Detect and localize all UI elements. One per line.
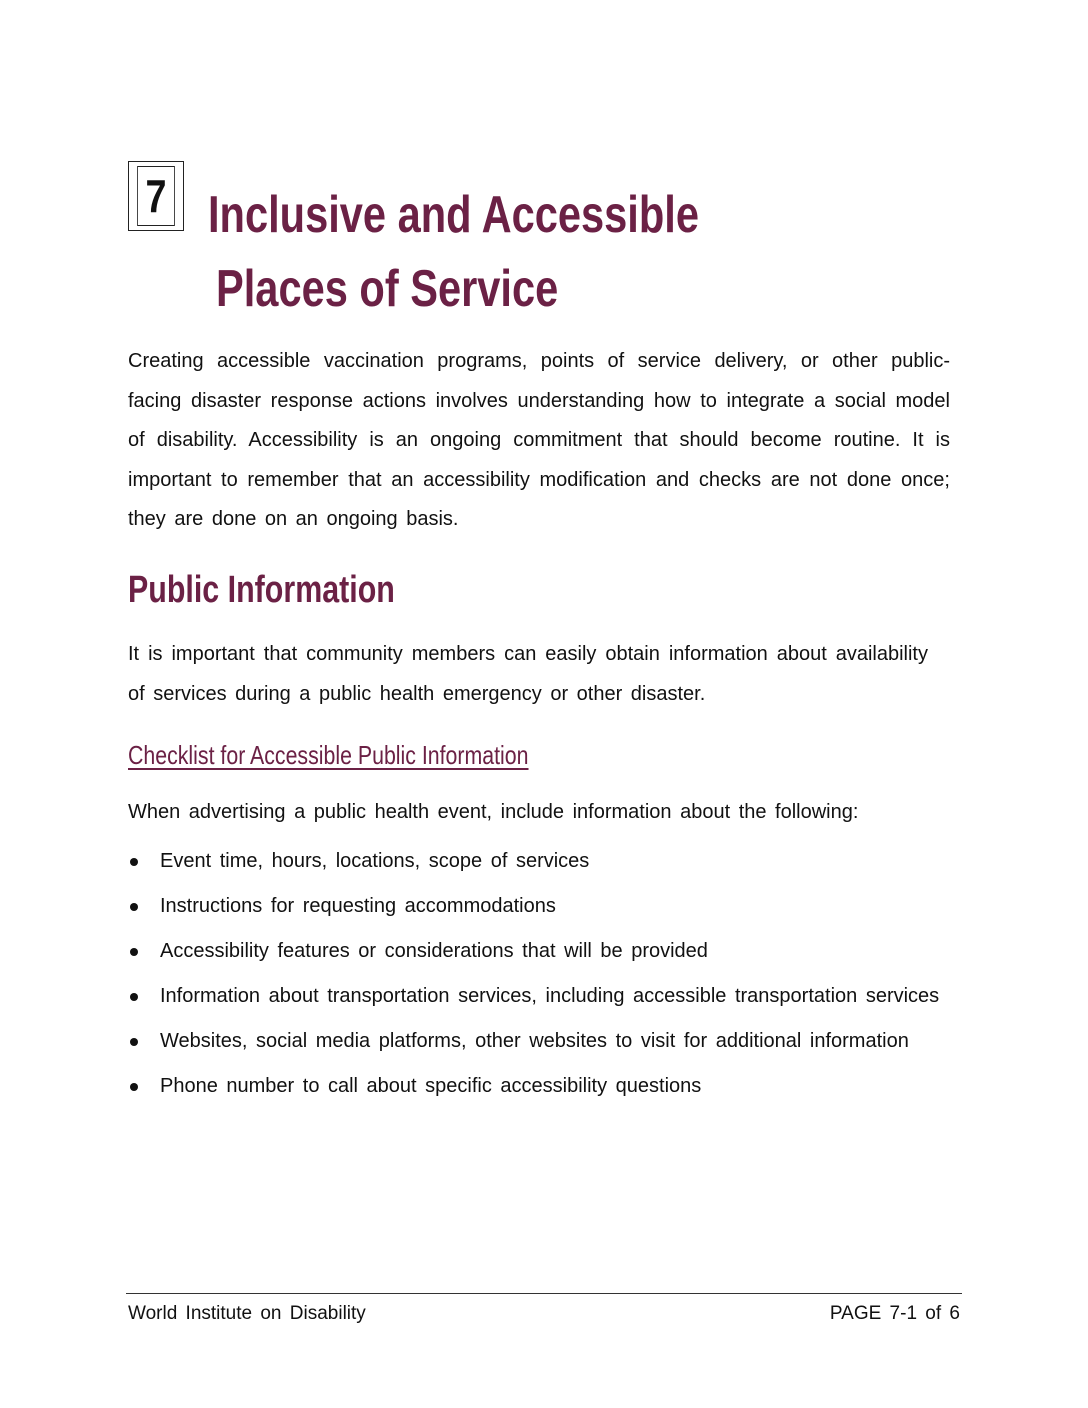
bullet-icon	[130, 1038, 138, 1046]
checklist-item	[128, 977, 958, 1016]
checklist-item	[128, 1067, 958, 1106]
footer-organization: World Institute on Disability	[128, 1303, 366, 1324]
bullet-icon	[130, 948, 138, 956]
public-information-paragraph: It is important that community members can easily obtain information about availability of services during a public health emergency or other disaster.	[128, 643, 928, 705]
bullet-icon	[130, 993, 138, 1001]
checklist-item	[128, 842, 958, 881]
bullet-icon	[130, 858, 138, 866]
intro-paragraph: Creating accessible vaccination programs, points of service delivery, or other public-facing disaster response actions involves understanding how to integrate a social model of disability. Accessibility is an ongoing commitment that should become routine. It is important to remember that an accessibility modification and checks are not done once; they are done on an ongoing basis.	[128, 350, 950, 530]
checklist-item	[128, 887, 958, 926]
chapter-number-badge	[128, 161, 184, 231]
chapter-number: 7	[137, 166, 175, 226]
chapter-title	[208, 178, 699, 326]
bullet-icon	[130, 903, 138, 911]
checklist-item-text: Accessibility features or considerations that will be provided	[160, 940, 708, 962]
chapter-title-line-2: Places of Service	[216, 260, 559, 318]
checklist-heading: Checklist for Accessible Public Information	[128, 740, 529, 770]
checklist-item	[128, 932, 958, 971]
checklist-item-text: Instructions for requesting accommodations	[160, 895, 556, 917]
checklist-item-text: Phone number to call about specific accessibility questions	[160, 1075, 702, 1097]
footer-divider	[126, 1293, 962, 1294]
checklist-item-text: Information about transportation services, including accessible transportation services	[160, 985, 940, 1007]
chapter-title-line-1: Inclusive and Accessible	[208, 186, 699, 244]
section-heading-public-information: Public Information	[128, 569, 395, 611]
footer-page-number: PAGE 7-1 of 6	[829, 1303, 960, 1324]
checklist-item	[128, 1022, 958, 1061]
checklist-lead: When advertising a public health event, include information about the following:	[128, 801, 859, 823]
checklist-item-text: Event time, hours, locations, scope of services	[160, 850, 590, 872]
checklist-item-text: Websites, social media platforms, other websites to visit for additional information	[160, 1030, 909, 1052]
checklist	[128, 842, 958, 1112]
bullet-icon	[130, 1083, 138, 1091]
